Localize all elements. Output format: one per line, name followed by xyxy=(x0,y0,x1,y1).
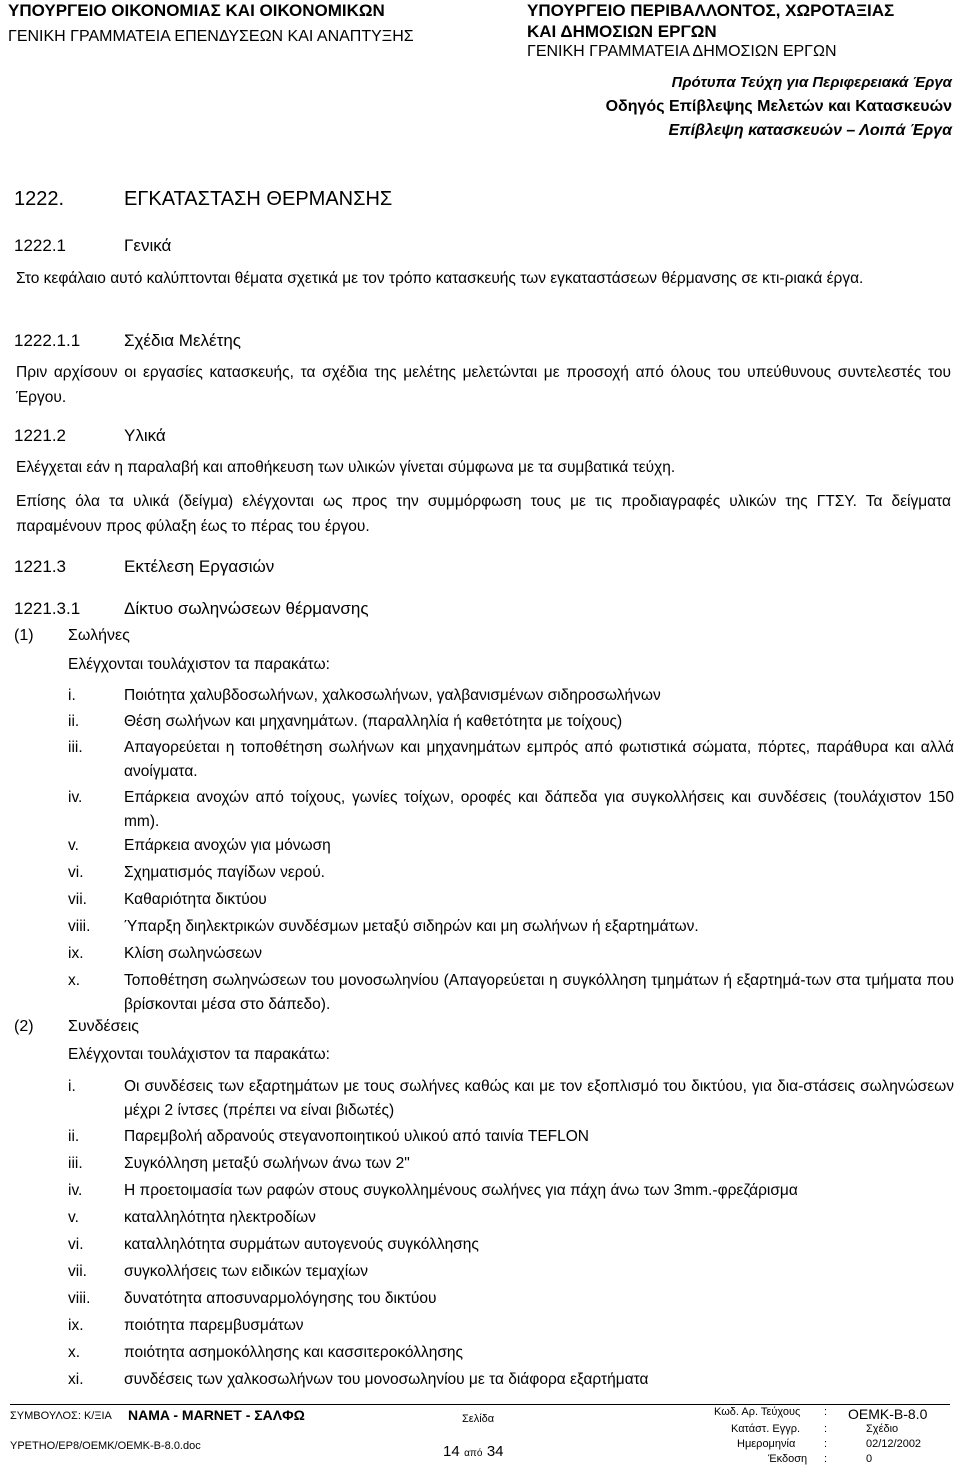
page-total: 34 xyxy=(486,1443,504,1460)
subsection-title: Δίκτυο σωληνώσεων θέρμανσης xyxy=(124,599,369,618)
edition-label: Έκδοση xyxy=(768,1453,808,1465)
subsection-title: Υλικά xyxy=(124,426,166,445)
header-right xyxy=(527,0,938,62)
ministry-economy-subtitle: ΓΕΝΙΚΗ ΓΡΑΜΜΑΤΕΙΑ ΕΠΕΝΔΥΣΕΩΝ ΚΑΙ ΑΝΑΠΤΥΞΗΣ xyxy=(8,28,414,45)
consultant-name: NAMA - MARNET - ΣΑΛΦΩ xyxy=(128,1407,305,1423)
group-intro: Ελέγχονται τουλάχιστον τα παρακάτω: xyxy=(68,656,330,673)
date-label: Ημερομηνία xyxy=(737,1438,796,1450)
subsection-number: 1222.1 xyxy=(14,236,66,255)
subsection-title: Γενικά xyxy=(124,236,172,255)
page-label: Σελίδα xyxy=(462,1413,495,1425)
code-value: ΟΕΜΚ-Β-8.0 xyxy=(848,1406,928,1422)
group-title: Σωλήνες xyxy=(68,627,130,644)
subsection-number: 1222.1.1 xyxy=(14,331,81,350)
subsection-title: Εκτέλεση Εργασιών xyxy=(124,557,275,576)
group-intro: Ελέγχονται τουλάχιστον τα παρακάτω: xyxy=(68,1046,330,1063)
page-of: από xyxy=(464,1448,483,1459)
section-number: 1222. xyxy=(14,188,65,210)
doc-line-2: Οδηγός Επίβλεψης Μελετών και Κατασκευών xyxy=(605,98,952,115)
state-value: Σχέδιο xyxy=(866,1423,899,1435)
header-left xyxy=(8,0,414,47)
state-label: Κατάστ. Εγγρ. xyxy=(731,1423,801,1435)
colon: : xyxy=(824,1438,828,1450)
group-number: (1) xyxy=(14,627,34,644)
page-number: 14 xyxy=(443,1443,460,1460)
section-title: ΕΓΚΑΤΑΣΤΑΣΗ ΘΕΡΜΑΝΣΗΣ xyxy=(124,188,393,210)
paragraph: Πριν αρχίσουν οι εργασίες κατασκευής, τα σχέδια της μελέτης μελετώνται με προσοχή από όλους του υπεύθυνους συντελεστές του Έργου. xyxy=(16,364,951,406)
group-title: Συνδέσεις xyxy=(68,1018,139,1035)
subsection-title: Σχέδια Μελέτης xyxy=(124,331,241,350)
colon: : xyxy=(824,1423,828,1435)
page-indicator xyxy=(443,1443,504,1461)
subsection-number: 1221.3 xyxy=(14,557,66,576)
subsection-number: 1221.3.1 xyxy=(14,599,81,618)
file-path: ΥΡΕΤΗΟ/ΕΡ8/ΟΕΜΚ/ΟΕΜΚ-Β-8.0.doc xyxy=(10,1440,201,1452)
ministry-economy-title: ΥΠΟΥΡΓΕΙΟ ΟΙΚΟΝΟΜΙΑΣ ΚΑΙ ΟΙΚΟΝΟΜΙΚΩΝ xyxy=(8,1,385,20)
ministry-environment-title-2: ΚΑΙ ΔΗΜΟΣΙΩΝ ΕΡΓΩΝ xyxy=(527,22,717,41)
doc-line-3: Επίβλεψη κατασκευών – Λοιπά Έργα xyxy=(668,122,952,139)
doc-line-1: Πρότυπα Τεύχη για Περιφερειακά Έργα xyxy=(671,74,952,91)
colon: : xyxy=(824,1406,828,1418)
document-header xyxy=(606,71,952,143)
paragraph: Στο κεφάλαιο αυτό καλύπτονται θέματα σχετικά με τον τρόπο κατασκευής των εγκαταστάσεων θέρμανσης σε κτι-ριακά έργα. xyxy=(16,270,864,287)
footer xyxy=(0,1403,960,1466)
paragraph: Επίσης όλα τα υλικά (δείγμα) ελέγχονται ως προς την συμμόρφωση τους με τις προδιαγραφές υλικών της ΓΤΣΥ. Τα δείγματα παραμένουν προς φύλαξη έως το πέρας του έργου. xyxy=(16,493,951,535)
edition-value: 0 xyxy=(866,1453,873,1465)
ministry-environment-title-1: ΥΠΟΥΡΓΕΙΟ ΠΕΡΙΒΑΛΛΟΝΤΟΣ, ΧΩΡΟΤΑΞΙΑΣ xyxy=(527,1,895,20)
date-value: 02/12/2002 xyxy=(866,1438,922,1450)
code-label: Κωδ. Αρ. Τεύχους xyxy=(714,1406,801,1418)
subsection-number: 1221.2 xyxy=(14,426,66,445)
ministry-environment-subtitle: ΓΕΝΙΚΗ ΓΡΑΜΜΑΤΕΙΑ ΔΗΜΟΣΙΩΝ ΕΡΓΩΝ xyxy=(527,43,837,60)
paragraph: Ελέγχεται εάν η παραλαβή και αποθήκευση των υλικών γίνεται σύμφωνα με τα συμβατικά τεύχη. xyxy=(16,459,676,476)
group-number: (2) xyxy=(14,1018,34,1035)
consultant-label: ΣΥΜΒΟΥΛΟΣ: Κ/ΞΙΑ xyxy=(10,1410,112,1422)
colon: : xyxy=(824,1453,828,1465)
